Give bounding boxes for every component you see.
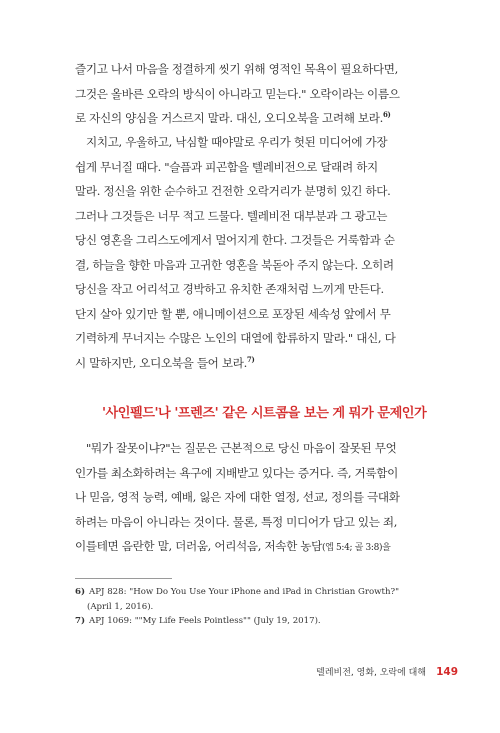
paragraph-line: 하려는 마음이 아니라는 것이다. 물론, 특정 미디어가 담고 있는 죄,	[75, 514, 398, 529]
scripture-reference: (엡 5:4; 골 3:8)을	[322, 543, 391, 553]
paragraph-line: 지치고, 우울하고, 낙심할 때야말로 우리가 헛된 미디어에 가장	[86, 135, 388, 149]
section-heading: '사인펠드'나 '프렌즈' 같은 시트콤을 보는 게 뭐가 문제인가	[102, 406, 427, 421]
running-footer	[316, 665, 458, 679]
paragraph-line	[75, 106, 447, 131]
paragraph-line: "뭐가 잘못이냐?"는 질문은 근본적으로 당신 마음이 잘못된 무엇	[86, 441, 397, 455]
page-number: 149	[436, 666, 458, 678]
paragraph-line: 당신을 작고 어리석고 경박하고 유치한 존재처럼 느끼게 만든다.	[75, 282, 384, 296]
paragraph-line: 쉽게 무너질 때다. "슬픔과 피곤함을 텔레비전으로 달래려 하지	[75, 159, 378, 174]
paragraph-line: 단지 살아 있기만 할 뿐, 애니메이션으로 포장된 세속성 앞에서 무	[75, 306, 391, 321]
paragraph-line: 그러나 그것들은 너무 적고 드물다. 텔레비전 대부분과 그 광고는	[75, 208, 388, 223]
footnote-ref-7: 7)	[246, 354, 255, 364]
paragraph-line: 말라. 정신을 위한 순수하고 건전한 오락거리가 분명히 있긴 하다.	[75, 184, 391, 198]
footnotes	[75, 585, 455, 629]
paragraph-line-text: 시 말하지만, 오디오북을 들어 보라.	[75, 355, 247, 370]
footnote-continuation: (April 1, 2016).	[87, 601, 154, 612]
paragraph-line: 그것은 올바른 오락의 방식이 아니라고 믿는다." 오락이라는 이름으	[75, 86, 400, 101]
paragraph-line: 당신 영혼을 그리스도에게서 멀어지게 한다. 그것들은 거룩함과 순	[75, 233, 395, 247]
paragraph-3	[75, 436, 447, 561]
paragraph-line-text: 로 자신의 양심을 거스르지 말라. 대신, 오디오북을 고려해 보라.	[75, 111, 383, 125]
paragraph-line-text: 이를테면 음란한 말, 더러움, 어리석음, 저속한 농담	[75, 539, 323, 553]
footnote-number: 7)	[75, 616, 86, 626]
footnote-text: APJ 1069: ""My Life Feels Pointless"" (July 19, 2017).	[89, 616, 321, 626]
paragraph-1	[75, 57, 447, 131]
footnote-6	[75, 585, 455, 600]
footnote-divider	[75, 578, 172, 579]
paragraph-line	[75, 534, 447, 561]
footnote-text: APJ 828: "How Do You Use Your iPhone and iPad in Christian Growth?"	[89, 587, 400, 597]
footnote-ref-6: 6)	[382, 110, 391, 120]
paragraph-line: 나 믿음, 영적 능력, 예배, 잃은 자에 대한 열정, 선교, 정의를 극대화	[75, 490, 400, 504]
paragraph-line	[75, 351, 447, 376]
paragraph-line: 기력하게 무너지는 수많은 노인의 대열에 합류하지 말라." 대신, 다	[75, 331, 396, 345]
paragraph-line: 인가를 최소화하려는 욕구에 지배받고 있다는 증거다. 즉, 거룩함이	[75, 465, 398, 480]
paragraph-line: 즐기고 나서 마음을 정결하게 씻기 위해 영적인 목욕이 필요하다면,	[75, 62, 398, 76]
footnote-number: 6)	[75, 587, 86, 597]
paragraph-2	[75, 130, 447, 375]
running-title: 텔레비전, 영화, 오락에 대해	[316, 668, 427, 678]
footnote-7	[75, 614, 455, 629]
paragraph-line: 결, 하늘을 향한 마음과 고귀한 영혼을 북돋아 주지 않는다. 오히려	[75, 257, 394, 272]
